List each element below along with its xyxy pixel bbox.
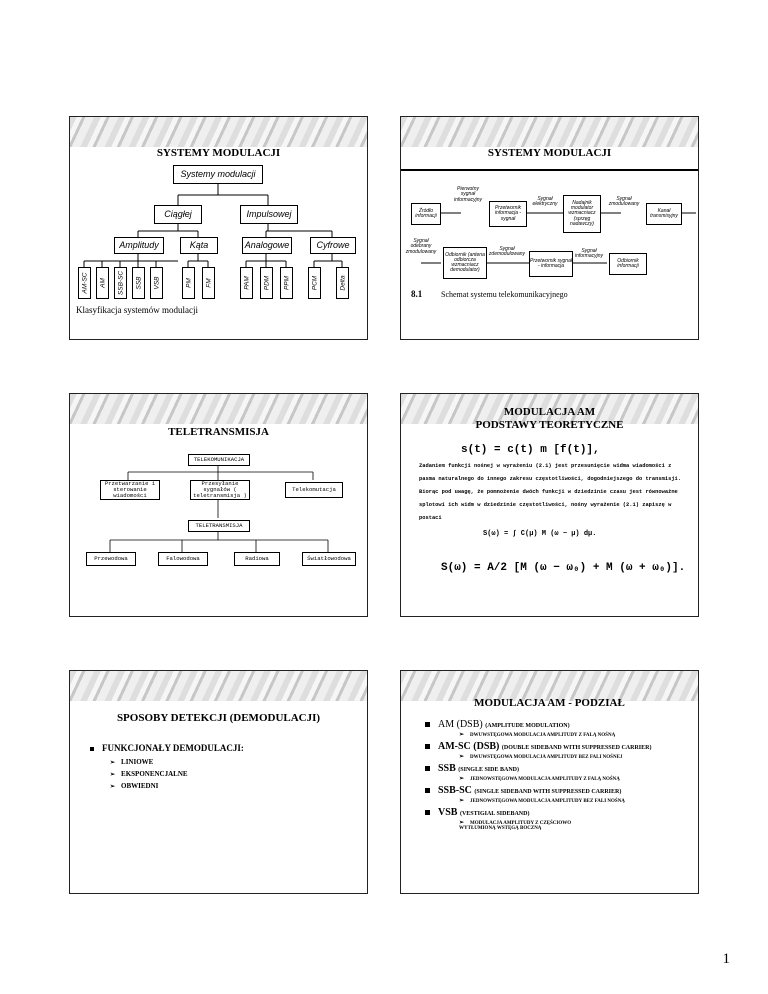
- analog-box: Analogowe: [242, 237, 292, 254]
- transmission-box: Przesyłanie sygnałów ( teletransmisja ): [190, 480, 250, 500]
- block-connectors: [401, 117, 698, 339]
- slide-4: [400, 393, 699, 617]
- figure-caption: Klasyfikacja systemów modulacji: [76, 305, 198, 315]
- leaf-vsb: VSB: [150, 267, 163, 299]
- bullet-square-icon: [425, 766, 430, 771]
- theory-paragraph: Zadaniem funkcji nośnej w wyrażeniu (2.1) jest przesunięcie widma wiadomości z pasma naturalnego do innego zakresu częstotliwości, dogodniejszego do transmisji. Biorąc pod uwagę, że pomnożenie dwóch funkcji w dziedzinie czasu jest równoważne splotowi ich widm w dziedzinie częstotliwości, nośny wyrażenie (2.1) zapiszę w postaci: [419, 463, 682, 521]
- leaf-am: AM: [96, 267, 109, 299]
- processing-box: Przetwarzanie i sterowanie wiadomości: [100, 480, 160, 500]
- list-item: ➢ OBWIEDNI: [110, 782, 159, 790]
- leaf-ssb-sc: SSB-SC: [114, 267, 127, 299]
- pulse-box: Impulsowej: [240, 205, 298, 224]
- slide-5: [69, 670, 368, 894]
- arrow-bullet-icon: ➢: [459, 798, 465, 804]
- leaf-am-sc: AM-SC: [78, 267, 91, 299]
- arrow-bullet-icon: ➢: [110, 784, 116, 790]
- label-primary-signal: Pierwotny sygnał informacyjny: [453, 186, 483, 203]
- list-item: SSB (SINGLE SIDE BAND) ➢ JEDNOWSTĘGOWA MODULACJA AMPLITUDY Z FALĄ NOŚNĄ: [425, 763, 692, 782]
- label-electric-signal: Sygnał elektryczny: [532, 196, 558, 208]
- figure-caption: Schemat systemu telekomunikacyjnego: [441, 290, 568, 299]
- slide-title: SYSTEMY MODULACJI: [487, 147, 612, 159]
- label-info-signal: Sygnał informacyjny: [574, 248, 604, 260]
- leaf-pam: PAM: [240, 267, 253, 299]
- leaf-fm: FM: [202, 267, 215, 299]
- label-modulated-signal: Sygnał zmodulowany: [608, 196, 640, 208]
- functionals-list: [110, 757, 188, 793]
- leaf-pm: PM: [182, 267, 195, 299]
- continuous-box: Ciągłej: [154, 205, 202, 224]
- functionals-bullet: FUNKCJONAŁY DEMODULACJI:: [90, 743, 244, 753]
- arrow-bullet-icon: ➢: [110, 772, 116, 778]
- leaf-ppm: PPM: [280, 267, 293, 299]
- slide-2: [400, 116, 699, 340]
- slide-title: TELETRANSMISJA: [168, 426, 269, 438]
- angle-box: Kąta: [180, 237, 218, 254]
- list-item: AM (DSB) (AMPLITUDE MODULATION) ➢ DWUWSTĘGOWA MODULACJA AMPLITUDY Z FALĄ NOŚNĄ: [425, 719, 692, 738]
- arrow-bullet-icon: ➢: [459, 732, 465, 738]
- arrow-bullet-icon: ➢: [459, 754, 465, 760]
- bullet-square-icon: [90, 747, 94, 751]
- equation-1: s(t) = c(t) m [f(t)],: [461, 444, 600, 456]
- leaf-pcm: PCM: [308, 267, 321, 299]
- equation-3: S(ω) = A/2 [M (ω − ω₀) + M (ω + ω₀)].: [441, 562, 686, 574]
- transmitter-block: Nadajnik modulator wzmacniacz (sprzęg nadawczy): [563, 195, 601, 233]
- label-demodulated-signal: Sygnał zdemodulowany: [488, 246, 526, 258]
- bullet-square-icon: [425, 744, 430, 749]
- channel-block: Kanał transmisyjny: [646, 203, 682, 225]
- figure-number: 8.1: [411, 289, 423, 299]
- list-item: ➢ LINIOWE: [110, 758, 154, 766]
- leaf-delta: Delta: [336, 267, 349, 299]
- root-box: Systemy modulacji: [173, 165, 263, 184]
- slide-title: SPOSOBY DETEKCJI (DEMODULACJI): [116, 712, 321, 724]
- slide-title-2: PODSTAWY TEORETYCZNE: [475, 419, 624, 431]
- bullet-square-icon: [425, 810, 430, 815]
- label-received-signal: Sygnał odebrany zmodulowany: [405, 238, 437, 255]
- receiver-transducer-block: Przetwornik sygnał - informacja: [529, 251, 573, 277]
- teletransmission-box: TELETRANSMISJA: [188, 520, 250, 532]
- radio-box: Radiowa: [234, 552, 280, 566]
- information-receiver-block: Odbiornik informacji: [609, 253, 647, 275]
- bullet-square-icon: [425, 722, 430, 727]
- arrow-bullet-icon: ➢: [110, 760, 116, 766]
- transducer-block: Przetwornik informacja - sygnał: [489, 201, 527, 227]
- slide-title: MODULACJA AM - PODZIAŁ: [474, 697, 625, 709]
- waveguide-box: Falowodowa: [158, 552, 208, 566]
- leaf-ssb: SSB: [132, 267, 145, 299]
- list-item: VSB (VESTIGIAL SIDEBAND) ➢ MODULACJA AMPLITUDY Z CZĘŚCIOWO WYTŁUMIONĄ WSTĘGĄ BOCZNĄ: [425, 807, 692, 831]
- arrow-bullet-icon: ➢: [459, 820, 465, 826]
- tree-connectors: [70, 394, 367, 616]
- list-item: ➢ EKSPONENCJALNE: [110, 770, 188, 778]
- receiver-block: Odbiornik (antena odbiorcza wzmacniacz demodulator): [443, 247, 487, 279]
- slide-title: SYSTEMY MODULACJI: [156, 147, 281, 159]
- list-item: SSB-SC (SINGLE SIDEBAND WITH SUPPRESSED CARRIER) ➢ JEDNOWSTĘGOWA MODULACJA AMPLITUDY BEZ FALI NOŚNĄ: [425, 785, 692, 804]
- arrow-bullet-icon: ➢: [459, 776, 465, 782]
- digital-box: Cyfrowe: [310, 237, 356, 254]
- list-item: AM-SC (DSB) (DOUBLE SIDEBAND WITH SUPPRESSED CARRIER) ➢ DWUWSTĘGOWA MODULACJA AMPLITUDY BEZ FALI NOŚNEJ: [425, 741, 692, 760]
- page-number: 1: [722, 951, 730, 967]
- modulation-list: [425, 719, 692, 831]
- leaf-pdm: PDM: [260, 267, 273, 299]
- slide-6: [400, 670, 699, 894]
- bullet-square-icon: [425, 788, 430, 793]
- slide-title-1: MODULACJA AM: [503, 406, 596, 418]
- telecom-box: TELEKOMUNIKACJA: [188, 454, 250, 466]
- switching-box: Telekomutacja: [285, 482, 343, 498]
- decorative-header-band: [70, 671, 367, 701]
- wired-box: Przewodowa: [86, 552, 136, 566]
- amplitude-box: Amplitudy: [114, 237, 164, 254]
- source-block: Źródło informacji: [411, 203, 441, 225]
- fiber-box: Światłowodowa: [302, 552, 356, 566]
- slide-1: [69, 116, 368, 340]
- equation-2: S(ω) = ∫ C(μ) M (ω − μ) dμ.: [483, 530, 597, 538]
- slide-3: [69, 393, 368, 617]
